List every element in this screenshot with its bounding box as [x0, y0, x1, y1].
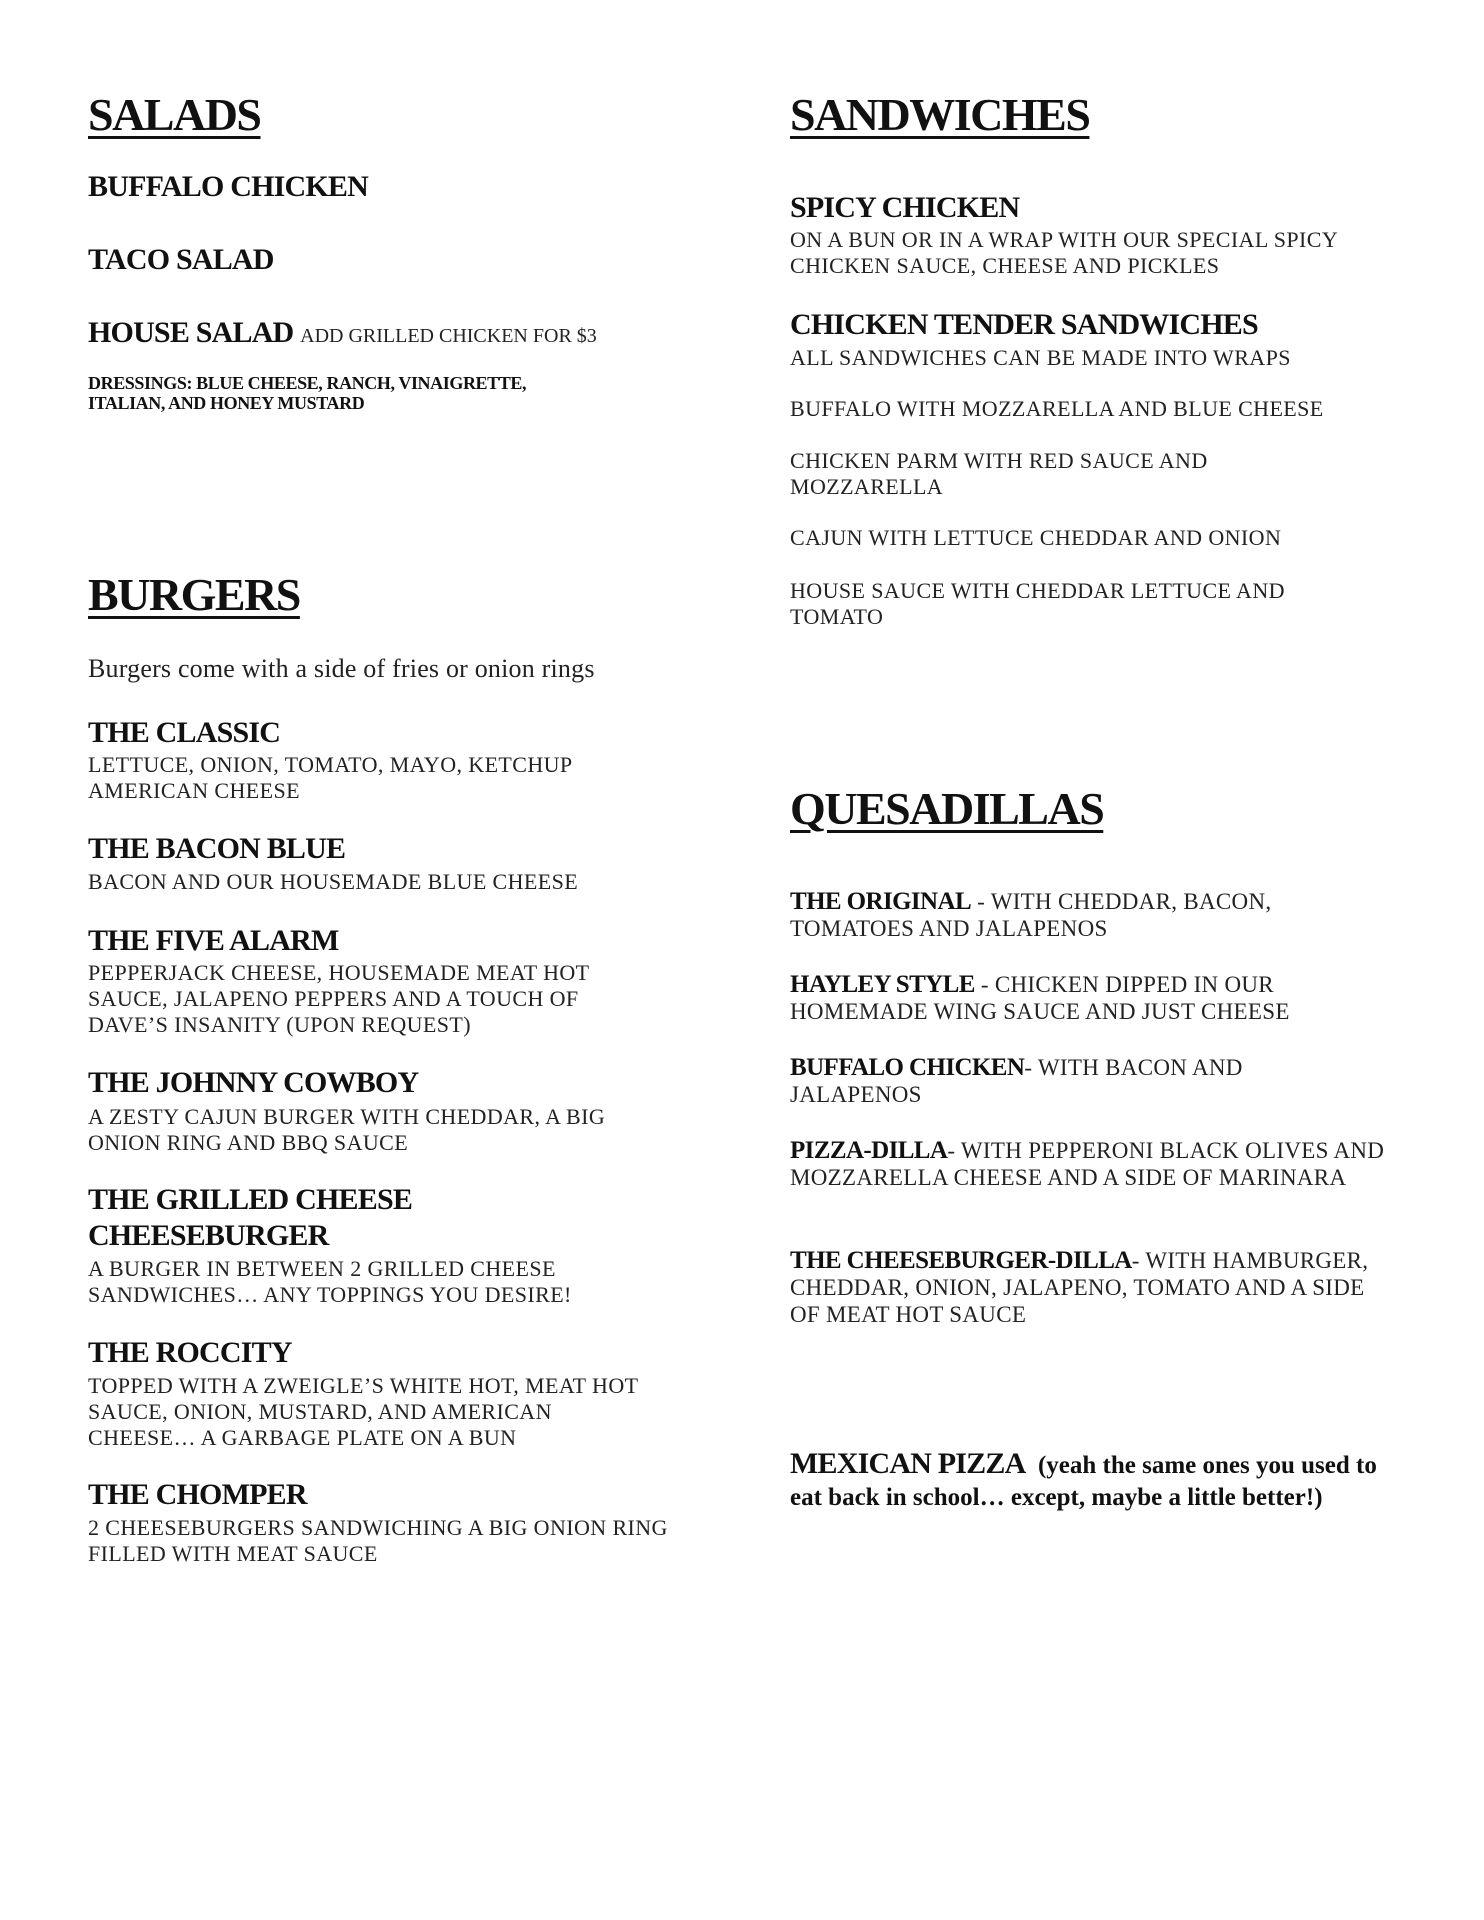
burger-name: THE CHOMPER	[88, 1478, 307, 1511]
burger-desc: BACON AND OUR HOUSEMADE BLUE CHEESE	[88, 869, 579, 894]
burger-name: THE CLASSIC	[88, 716, 281, 749]
burger-desc: LETTUCE, ONION, TOMATO, MAYO, KETCHUP AMERICAN CHEESE	[88, 752, 572, 803]
salad-house-note: ADD GRILLED CHICKEN FOR $3	[300, 325, 597, 347]
salad-dressings: DRESSINGS: BLUE CHEESE, RANCH, VINAIGRETTE, ITALIAN, AND HONEY MUSTARD	[88, 373, 527, 413]
salads-heading: SALADS	[88, 89, 261, 140]
quesadilla-name: PIZZA-DILLA	[790, 1137, 948, 1164]
quesadilla-desc: - WITH BACON AND JALAPENOS	[790, 1055, 1243, 1107]
quesadilla-item	[790, 971, 1370, 1025]
quesadilla-item	[790, 1054, 1310, 1108]
quesadilla-item	[790, 888, 1350, 942]
sandwich-spicy-desc: ON A BUN OR IN A WRAP WITH OUR SPECIAL SPICY CHICKEN SAUCE, CHEESE AND PICKLES	[790, 227, 1338, 278]
mexican-pizza-name: MEXICAN PIZZA	[790, 1447, 1026, 1480]
burgers-intro: Burgers come with a side of fries or onion rings	[88, 654, 595, 683]
sandwiches-heading: SANDWICHES	[790, 89, 1090, 140]
sandwich-tender-desc: ALL SANDWICHES CAN BE MADE INTO WRAPS	[790, 345, 1291, 370]
burgers-heading: BURGERS	[88, 569, 300, 620]
burger-desc: 2 CHEESEBURGERS SANDWICHING A BIG ONION RING FILLED WITH MEAT SAUCE	[88, 1515, 668, 1566]
sandwich-chicken-tender: CHICKEN TENDER SANDWICHES	[790, 308, 1258, 341]
sandwich-option: BUFFALO WITH MOZZARELLA AND BLUE CHEESE	[790, 396, 1324, 421]
quesadilla-name: THE CHEESEBURGER-DILLA	[790, 1247, 1132, 1274]
salad-taco: TACO SALAD	[88, 243, 274, 276]
quesadilla-name: THE ORIGINAL	[790, 888, 972, 915]
sandwich-option: HOUSE SAUCE WITH CHEDDAR LETTUCE AND TOMATO	[790, 578, 1285, 629]
salad-house-name: HOUSE SALAD	[88, 316, 294, 349]
salad-buffalo-chicken: BUFFALO CHICKEN	[88, 170, 368, 203]
quesadilla-item	[790, 1137, 1390, 1191]
quesadilla-name: HAYLEY STYLE	[790, 971, 975, 998]
quesadilla-desc: - WITH PEPPERONI BLACK OLIVES AND MOZZARELLA CHEESE AND A SIDE OF MARINARA	[790, 1138, 1385, 1190]
burger-name: THE BACON BLUE	[88, 832, 346, 865]
quesadilla-desc: - WITH HAMBURGER, CHEDDAR, ONION, JALAPENO, TOMATO AND A SIDE OF MEAT HOT SAUCE	[790, 1248, 1369, 1327]
burger-name: THE ROCCITY	[88, 1336, 292, 1369]
quesadilla-desc: - WITH CHEDDAR, BACON, TOMATOES AND JALAPENOS	[790, 889, 1272, 941]
salad-house	[88, 316, 597, 349]
burger-desc: PEPPERJACK CHEESE, HOUSEMADE MEAT HOT SAUCE, JALAPENO PEPPERS AND A TOUCH OF DAVE’S INSANITY (UPON REQUEST)	[88, 960, 590, 1037]
burger-name: THE GRILLED CHEESE CHEESEBURGER	[88, 1183, 413, 1252]
mexican-pizza	[790, 1448, 1390, 1514]
sandwich-option: CHICKEN PARM WITH RED SAUCE AND MOZZARELLA	[790, 448, 1208, 499]
quesadilla-desc: - CHICKEN DIPPED IN OUR HOMEMADE WING SAUCE AND JUST CHEESE	[790, 972, 1290, 1024]
mexican-pizza-note: (yeah the same ones you used to eat back in school… except, maybe a little better!)	[790, 1452, 1377, 1511]
quesadilla-name: BUFFALO CHICKEN	[790, 1054, 1025, 1081]
sandwich-option: CAJUN WITH LETTUCE CHEDDAR AND ONION	[790, 525, 1282, 550]
burger-desc: A ZESTY CAJUN BURGER WITH CHEDDAR, A BIG ONION RING AND BBQ SAUCE	[88, 1104, 606, 1155]
sandwich-spicy-chicken: SPICY CHICKEN	[790, 191, 1020, 224]
burger-name: THE JOHNNY COWBOY	[88, 1066, 419, 1099]
burger-desc: TOPPED WITH A ZWEIGLE’S WHITE HOT, MEAT HOT SAUCE, ONION, MUSTARD, AND AMERICAN CHEESE… A GARBAGE PLATE ON A BUN	[88, 1373, 639, 1450]
quesadillas-heading: QUESADILLAS	[790, 783, 1104, 834]
burger-desc: A BURGER IN BETWEEN 2 GRILLED CHEESE SANDWICHES… ANY TOPPINGS YOU DESIRE!	[88, 1256, 572, 1307]
quesadilla-item	[790, 1247, 1390, 1328]
burger-name: THE FIVE ALARM	[88, 924, 339, 957]
